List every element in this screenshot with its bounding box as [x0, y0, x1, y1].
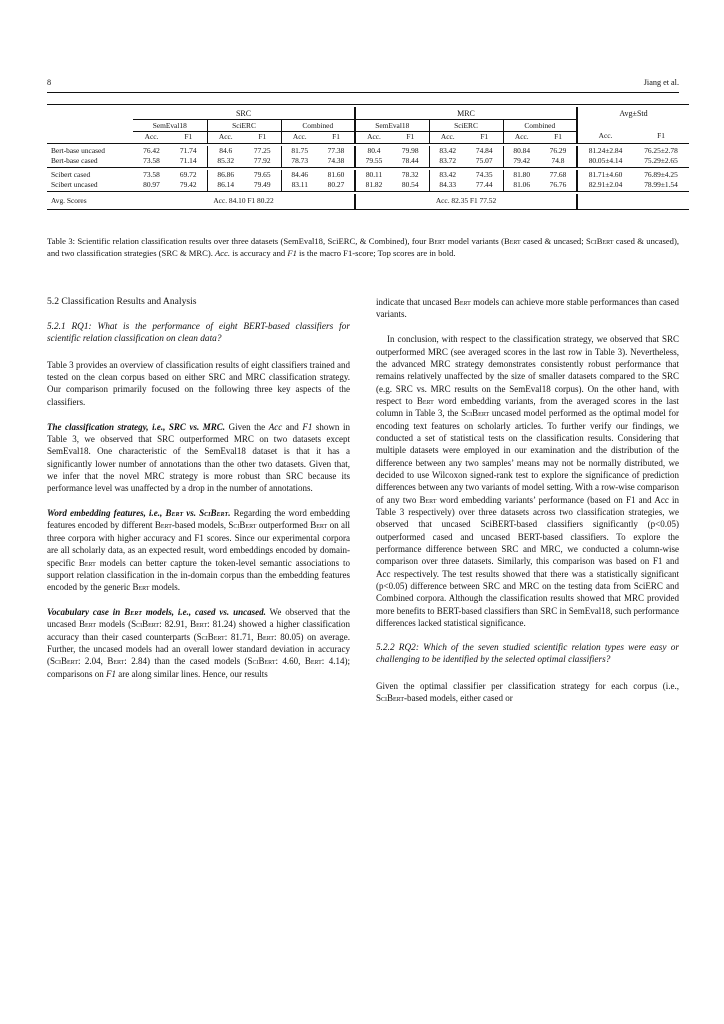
group-header-src: SRC: [133, 107, 355, 120]
para3-text-a: Regarding the word embedding features encoded by different: [47, 508, 351, 531]
para4-f1: F1: [106, 668, 116, 679]
caption-bert-2: Bert: [503, 236, 521, 246]
cell: 83.42: [429, 170, 466, 181]
group-header-avg: Avg±Std: [577, 107, 689, 120]
table-rule-bottom: [47, 209, 689, 212]
paragraph-table3-overview: Table 3 provides an overview of classification results of eight classifiers trained and tested on the clean corpus based on either SRC and MRC classification strategy. Our comparison primarily focused on the following three key aspects of the classifiers.: [47, 359, 350, 407]
para3-bert-2: Bert: [154, 520, 172, 531]
rpara3-text-b: -based models, either cased or: [403, 692, 513, 703]
paragraph-word-embedding-features: [47, 507, 350, 593]
cell: 76.76: [549, 180, 567, 190]
para3-bert-4: Bert: [78, 557, 96, 568]
cell: 80.97: [143, 180, 160, 190]
para4-text-i: : 4.60,: [275, 656, 305, 667]
caption-scibert-1: SciBert: [585, 236, 614, 246]
body-column-left: [47, 296, 350, 680]
para4-scibert-1: SciBert: [131, 619, 160, 630]
cell: 79.65: [253, 169, 271, 179]
cell: 75.29±2.65: [644, 156, 678, 166]
cell: 76.89±4.25: [644, 169, 678, 179]
para3-text-c: outperformed: [256, 520, 311, 531]
page-number: 8: [47, 78, 52, 87]
cell: 77.25: [253, 145, 271, 155]
para4-text-k: are along similar lines. Hence, our results: [116, 668, 268, 679]
cell: 85.32: [207, 156, 244, 167]
cell: 79.49: [253, 180, 271, 190]
dataset-header-mrc-scierc: SciERC: [429, 120, 503, 132]
cell: 71.14: [179, 156, 197, 166]
dataset-header-src-scierc: SciERC: [207, 120, 281, 132]
caption-text-4: cased & uncased), and two classification strategies (SRC & MRC).: [47, 236, 679, 258]
para4-text-e: : 81.71,: [224, 631, 258, 642]
cell: 76.42: [143, 145, 160, 155]
metric-header-12: Acc.: [577, 132, 633, 144]
table-row: [47, 180, 689, 191]
para3-text-e: models can better capture the token-level semantic associations to support relation classification in the in-domain corpus than the embedding features encoded by the generic: [47, 557, 351, 593]
cell: 74.8: [551, 156, 565, 166]
cell: 78.73: [281, 156, 318, 167]
cell: 77.38: [327, 145, 345, 155]
cell: 81.80: [503, 170, 540, 181]
cell: 80.54: [401, 180, 419, 190]
lead-in-vocabulary-b: models, i.e., cased vs. uncased.: [141, 607, 266, 618]
cell: 80.05±4.14: [577, 156, 633, 167]
dataset-header-mrc-combined: Combined: [503, 120, 577, 132]
rpara2-bert-2: Bert: [419, 494, 437, 505]
paragraph-optimal-classifier: [376, 680, 679, 705]
para4-bert-4: Bert: [257, 631, 275, 642]
para4-scibert-3: SciBert: [50, 656, 78, 667]
para4-text-c: : 82.91,: [159, 619, 191, 630]
para2-text-a: Given the: [225, 421, 269, 432]
metric-header-3: F1: [258, 131, 267, 141]
caption-bert-1: Bert: [428, 236, 446, 246]
rpara2-text-c: uncased model performed as the optimal model for encoding text features on scholarly articles. To further verify our findings, we conducted a set of statistical tests on the classification results. Considering that multiple datasets were employed in our examination and the distribution of the difference between any two samples’ means may not be normally distributed, we decided to use Wilcoxon signed-rank test to explore the significance of prediction differences between any two variants of model setting. With a row-wise comparison of any two: [376, 408, 679, 505]
cell: 84.6: [207, 146, 244, 157]
rpara1-text-a: indicate that uncased: [376, 297, 454, 307]
table-caption: [47, 236, 679, 260]
cell: 74.38: [327, 156, 345, 166]
running-head-authors: Jiang et al.: [643, 78, 679, 87]
rpara1-text-b: models can achieve more stable performances than cased variants.: [376, 297, 680, 320]
table-row: [47, 146, 689, 157]
lead-in-vs: vs.: [183, 508, 200, 519]
para4-text-g: : 2.04,: [77, 656, 108, 667]
para3-bert-5: Bert: [132, 582, 150, 593]
row-label: Bert-base cased: [51, 156, 98, 166]
metric-header-0: Acc.: [144, 131, 159, 141]
cell: 73.58: [143, 169, 160, 179]
cell: 75.07: [475, 156, 493, 166]
cell: 74.84: [475, 145, 493, 155]
cell: 77.92: [253, 156, 271, 166]
metric-header-4: Acc.: [281, 132, 318, 144]
rpara2-scibert: SciBert: [461, 408, 490, 419]
caption-f1: F1: [287, 247, 297, 258]
avg-mrc-summary: Acc. 82.35 F1 77.52: [355, 194, 577, 209]
cell: 83.11: [281, 180, 318, 191]
row-label: Scibert cased: [51, 169, 91, 179]
avg-src-summary: Acc. 84.10 F1 80.22: [213, 195, 274, 205]
caption-text-1: Table 3: Scientific relation classification results over three datasets (SemEval18, SciERC, & Combined), four: [47, 236, 429, 246]
para4-bert-3: Bert: [190, 619, 208, 630]
para4-bert-2: Bert: [79, 619, 97, 630]
cell: 86.14: [207, 180, 244, 191]
cell: 78.99±1.54: [644, 180, 678, 190]
dataset-header-avg-spacer: [577, 120, 689, 132]
cell: 80.27: [327, 180, 345, 190]
results-table: [47, 104, 689, 212]
cell: 86.86: [207, 170, 244, 181]
subsection-heading-5-2-1: 5.2.1 RQ1: What is the performance of eight BERT-based classifiers for scientific relation classification on clean data?: [47, 322, 350, 345]
cell: 83.42: [429, 146, 466, 157]
body-column-right: [376, 296, 679, 704]
row-label: Bert-base uncased: [51, 145, 105, 155]
cell: 77.68: [549, 169, 567, 179]
para3-scibert-2: SciBert: [228, 520, 257, 531]
metric-header-8: Acc.: [429, 132, 466, 144]
metric-header-2: Acc.: [207, 132, 244, 144]
section-heading-5-2: 5.2 Classification Results and Analysis: [47, 296, 197, 307]
caption-text-2: model variants (: [445, 236, 504, 246]
paragraph-uncased-stable: [376, 296, 679, 321]
para2-and: and: [282, 421, 303, 432]
lead-in-word-embedding-a: Word embedding features, i.e.,: [47, 508, 166, 519]
avg-row-label: Avg. Scores: [51, 195, 87, 205]
dataset-header-mrc-semeval18: SemEval18: [355, 120, 429, 132]
lead-in-scibert: SciBert: [199, 508, 229, 519]
para2-f1: F1: [302, 421, 313, 432]
avg-overall-summary: [577, 194, 689, 209]
para2-text-b: shown in Table 3, we observed that SRC outperformed MRC on two datasets except SemEval18. One characteristic of the SemEval18 dataset is that it has a significantly lower number of annotations than the other two datasets. Given that, we infer that the novel MRC strategy is more robust than SRC because its performance level was unaffected by a drop in the number of annotations.: [47, 421, 350, 494]
para4-scibert-2: SciBert: [196, 631, 225, 642]
para3-text-d: on all three corpora with higher accuracy and F1 scores. Since our experimental corpora are all scholarly data, as an expected result, word embeddings encoded by domain-specific: [47, 520, 350, 568]
cell: 81.60: [327, 169, 345, 179]
metric-header-13: F1: [657, 131, 665, 141]
dataset-header-src-combined: Combined: [281, 120, 355, 132]
paragraph-conclusion-statistics: [376, 333, 679, 629]
metric-header-9: F1: [480, 131, 489, 141]
cell: 81.75: [281, 146, 318, 157]
table-row: [47, 170, 689, 181]
table-average-row: [47, 194, 689, 209]
para4-text-a: We observed that the uncased: [47, 607, 350, 630]
cell: 73.58: [143, 156, 160, 166]
rpara2-text-b: word embedding variants, from the averaged scores in the last column in Table 3, the: [376, 395, 679, 419]
cell: 79.98: [401, 145, 419, 155]
rpara3-scibert: SciBert: [376, 692, 404, 703]
cell: 80.84: [503, 146, 540, 157]
running-head: [47, 78, 679, 92]
results-table-container: [47, 104, 679, 212]
running-head-rule: [47, 92, 679, 93]
para3-text-f: models.: [149, 582, 180, 593]
para4-bert-5: Bert: [107, 656, 125, 667]
para4-text-b: models (: [96, 619, 132, 630]
rpara1-bert: Bert: [453, 297, 471, 307]
lead-in-classification-strategy: The classification strategy, i.e., SRC vs. MRC.: [47, 421, 226, 432]
para4-text-j: : 4.14); comparisons on: [47, 656, 350, 679]
paragraph-vocabulary-case: [47, 606, 350, 680]
metric-header-11: F1: [554, 131, 562, 141]
para2-acc: Acc: [268, 421, 283, 432]
cell: 76.25±2.78: [644, 145, 678, 155]
cell: 81.06: [503, 180, 540, 191]
caption-acc: Acc.: [215, 247, 231, 258]
cell: 81.71±4.60: [577, 170, 633, 181]
cell: 78.44: [401, 156, 419, 166]
metric-header-5: F1: [332, 131, 340, 141]
cell: 78.32: [401, 169, 419, 179]
caption-text-5: is accuracy and: [230, 247, 288, 258]
cell: 83.72: [429, 156, 466, 167]
rpara3-text-a: Given the optimal classifier per classification strategy for each corpus (i.e.,: [376, 680, 679, 691]
group-header-mrc: MRC: [355, 107, 577, 120]
para4-text-f: : 80.05) on average. Further, the uncased models had an overall lower standard deviation in accuracy (: [47, 631, 350, 667]
cell: 76.29: [549, 145, 567, 155]
lead-in-vocabulary-bert: Bert: [124, 607, 142, 618]
table-dataset-header-row: [47, 120, 689, 132]
cell: 74.35: [475, 169, 493, 179]
cell: 79.42: [503, 156, 540, 167]
caption-text-6: is the macro F1-score; Top scores are in bold.: [296, 247, 456, 258]
lead-in-dot: .: [228, 508, 231, 519]
table-row: [47, 156, 689, 167]
cell: 82.91±2.04: [577, 180, 633, 191]
cell: 80.11: [355, 170, 392, 181]
metric-header-10: Acc.: [503, 132, 540, 144]
rpara2-bert-1: Bert: [416, 395, 434, 406]
caption-text-3: cased & uncased;: [520, 236, 586, 246]
table-metric-header-row: [47, 132, 689, 144]
paragraph-classification-strategy: [47, 421, 350, 495]
row-label: Scibert uncased: [51, 180, 98, 190]
cell: 79.42: [179, 180, 197, 190]
metric-header-6: Acc.: [355, 132, 392, 144]
rpara2-text-a: In conclusion, with respect to the classification strategy, we observed that SRC outperformed MRC (see averaged scores in the last row in Table 3). Nevertheless, the advanced MRC strategy demonstrates consistently robust performance that remains relatively unaffected by the size of smaller datasets compared to the SRC (e.g. SRC vs. MRC results on the SemEval18 corpus). On the other hand, with respect to: [376, 334, 679, 406]
lead-in-vocabulary-a: Vocabulary case in: [47, 607, 125, 618]
rpara2-text-d: word embedding variants’ performance (based on F1 and Acc in Table 3 respectively) over three datasets across two classification strategies, we observed that uncased SciBERT-based classifiers significantly (p<0.05) outperformed cased and uncased BERT-based classifiers. To explore the performance difference between SRC and MRC, we conducted a column-wise comparison over three datasets. Similarly, this comparison was based on F1 and Acc respectively. The test results showed that there was a statistically significant (p<0.05) difference between SRC and MRC on the testing data from SciERC and Combined corpora. Although the classification results showed that MRC provided more benefits to BERT-based classifiers than SRC in SemEval18, such performance differences lacked statistical significance.: [376, 494, 679, 629]
cell: 80.4: [355, 146, 392, 157]
dataset-header-src-semeval18: SemEval18: [133, 120, 207, 132]
table-group-header-row: [47, 107, 689, 120]
para3-bert-3: Bert: [310, 520, 328, 531]
cell: 84.46: [281, 170, 318, 181]
para4-bert-6: Bert: [304, 656, 322, 667]
cell: 81.24±2.84: [577, 146, 633, 157]
cell: 84.33: [429, 180, 466, 191]
para4-scibert-4: SciBert: [247, 656, 276, 667]
para4-text-d: : 81.24) showed a higher classification accuracy than their cased counterparts (: [47, 619, 350, 642]
cell: 69.72: [179, 169, 197, 179]
metric-header-7: F1: [406, 131, 415, 141]
lead-in-bert: Bert: [165, 508, 184, 519]
subsection-heading-5-2-2: 5.2.2 RQ2: Which of the seven studied scientific relation types were easy or challenging to be identified by the selected optimal classifiers?: [376, 642, 679, 666]
cell: 77.44: [475, 180, 493, 190]
cell: 79.55: [355, 156, 392, 167]
cell: 81.82: [355, 180, 392, 191]
para4-text-h: : 2.84) than the cased models (: [124, 656, 248, 667]
metric-header-1: F1: [184, 131, 193, 141]
cell: 71.74: [179, 145, 197, 155]
para3-text-b: -based models,: [171, 520, 229, 531]
